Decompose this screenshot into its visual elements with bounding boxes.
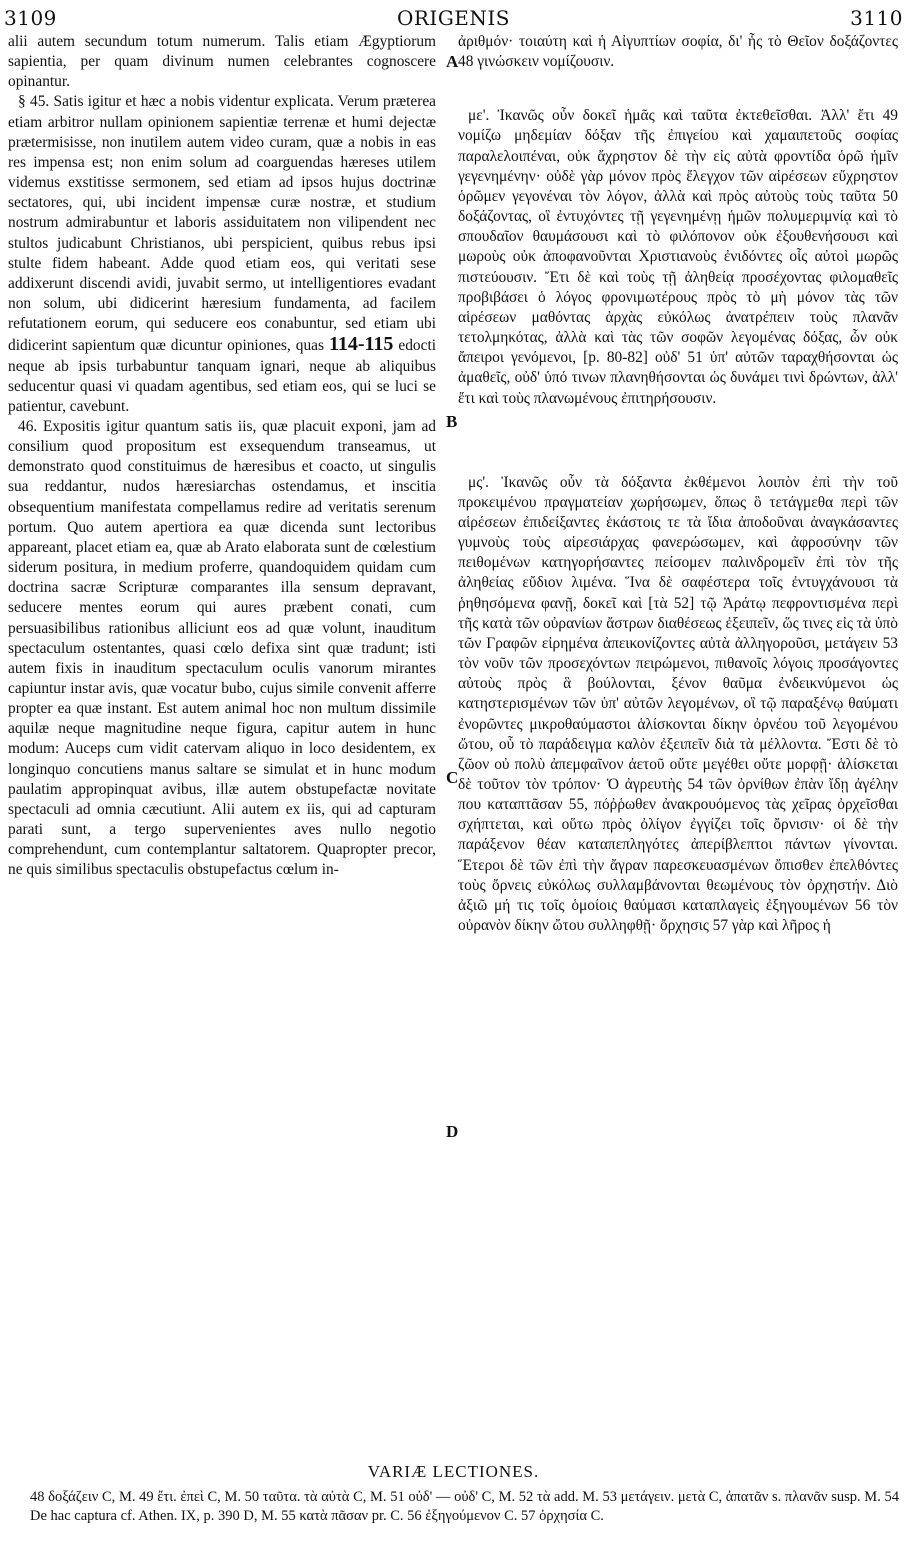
greek-paragraph: ἀριθμόν· τοιαύτη καὶ ἡ Αἰγυπτίων σοφία, δι' ἧς τὸ Θεῖον δοξάζοντες 48 γινώσκειν νομίζουσιν. (458, 33, 898, 71)
margin-letter-c: C (446, 768, 459, 787)
margin-letter-d: D (446, 1122, 459, 1141)
page-number-left: 3109 (4, 6, 57, 30)
latin-column (8, 32, 436, 881)
greek-paragraph: με'. Ἱκανῶς οὖν δοκεῖ ἡμᾶς καὶ ταῦτα ἐκτεθεῖσθαι. Ἀλλ' ἔτι 49 νομίζω μηδεμίαν δόξαν τῆς ἐπιγείου καὶ χαμαιπετοῦς σοφίας παραλελοιπέναι, οὐκ ἄχρηστον δὲ τὴν εἰς αὐτὰ φροντίδα ὁρῶ ἡμῖν γεγενημένην· οὐδὲ γὰρ μόνον πρὸς ἔλεγχον τῶν αἱρέσεων εὔχρηστον ὁρῶμεν γεγονέναι τὸν λόγον, ἀλλὰ καὶ πρὸς αὐτοὺς τοὺς ταῦτα 50 δοξάζοντας, οἳ ἐντυχόντες τῇ γεγενημένῃ ἡμῶν πολυμεριμνίᾳ καὶ τὸ σπουδαῖον θαυμάσουσι καὶ τὸ φιλόπονον οὐκ ἐξουθενήσουσι καὶ μωροὺς οὐκ ἀποφανοῦνται Χριστιανοὺς ἐνιδόντες οἷς αὐτοὶ μωρῶς πιστεύουσιν. Ἔτι δὲ καὶ τοὺς τῇ ἀληθείᾳ προσέχοντας φιλομαθεῖς προβιβάσει ὁ λόγος φρονιμωτέρους πρὸς τὸ μὴ μόνον τὰς τῶν αἱρέσεων μαθόντας ἀρχὰς εὐκόλως ἀνατρέπειν τοὺς πλανᾶν τετολμηκότας, ἀλλὰ καὶ τὰς τῶν σοφῶν λεγομένας δόξας, ὧν οὐκ ἄπειροι γενόμενοι, [p. 80-82] οὐδ' 51 ὑπ' αὐτῶν ταραχθήσονται ὡς ἀμαθεῖς, οὐδ' ὑπό τινων πλανηθήσονται ὡς δυνάμει τινὶ δρώντων, ἀλλ' ἔτι καὶ τοὺς πλανωμένους ἐπιτηρήσουσιν. (458, 107, 898, 407)
greek-paragraph: μς'. Ἱκανῶς οὖν τὰ δόξαντα ἐκθέμενοι λοιπὸν ἐπὶ τὴν τοῦ προκειμένου πραγματείαν χωρήσωμεν, ὅπως ὃ τετάγμεθα περὶ τῶν αἱρέσεων ἐπιδείξαντες ἑκάστοις τε τὰ ἴδια ἀποδοῦναι ἀναγκάσαντες γυμνοὺς τοὺς αἱρεσιάρχας φανερώσωμεν, καὶ ἀφροσύνην τῶν πειθομένων κατηγορήσαντες πείσομεν παλινδρομεῖν ἐπὶ τὸν τῆς ἀληθείας εὔδιον λιμένα. Ἵνα δὲ σαφέστερα τοῖς ἐντυγχάνουσι τὰ ῥηθησόμενα φανῇ, δοκεῖ καὶ [τὰ 52] τῷ Ἀράτῳ πεφροντισμένα περὶ τῆς κατὰ τῶν οὐρανίων ἄστρων διαθέσεως ἐξειπεῖν, ὥς τινες εἰς τὰ ὑπὸ τῶν Γραφῶν εἰρημένα ἀπεικονίζοντες αὐτὰ ἀλληγοροῦσι, μετάγειν 53 τὸν νοῦν τῶν προσεχόντων πειρώμενοι, πιθανοῖς λόγοις προσάγοντες αὐτοὺς πρὸς ἃ βούλονται, ξένον θαῦμα ἐνδεικνύμενοι ὡς κατηστερισμένων τῶν ὑπ' αὐτῶν λεγομένων, οἳ τῷ παραξένῳ θαύματι ἐνορῶντες μικροθαύμαστοι ἁλίσκονται δίκην ὀρνέου τοῦ λεγομένου ὤτου, οὗ τὸ παράδειγμα καλὸν ἐξειπεῖν διὰ τὰ μέλλοντα. Ἔστι δὲ τὸ ζῶον οὐ πολὺ ἀπεμφαῖνον ἀετοῦ οὔτε μεγέθει οὔτε μορφῇ· ἁλίσκεται δὲ τοῦτον τὸν τρόπον· Ὁ ἀγρευτὴς 54 τῶν ὀρνίθων ἐπὰν ἴδῃ ἀγέλην που καταπτᾶσαν 55, πόῤῥωθεν ἀνακρουόμενος τὰς χεῖρας ὀρχεῖσθαι σχήπτεται, καὶ οὕτω πρὸς ὀλίγον ἐγγίζει τοῖς ὄρνισιν· οἱ δὲ τὴν παράξενον θέαν καταπεπληγότες ἀπερίβλεπτοι πάντων γίνονται. Ἕτεροι δὲ τῶν ἐπὶ τὴν ἄγραν παρεσκευασμένων ὄπισθεν ἐπελθόντες τοὺς ὄρνεις εὐκόλως συλλαμβάνονται θεωμένους τὸν ὀρχηστήν. Διὸ ἀξιῶ μή τις τοῖς ὁμοίοις θαύμασι καταπλαγεὶς ἐξηγουμένων 56 τὸν οὐρανὸν δίκην ὤτου συλληφθῇ· ὄρχησις 57 γὰρ καὶ λῆρος ἡ (458, 473, 898, 935)
latin-text: § 45. Satis igitur et hæc a nobis videntur explicata. Verum præterea etiam arbitror nullam opinionem sapientiæ terrenæ et humi dejectæ prætermisisse, non inutilem autem video curam, quæ a nobis in eas res impensa est; non enim solum ad coarguendas hæreses utilem videmus exstitisse sermonem, sed etiam ad ipsos hujus doctrinæ sectatores, qui, ubi incident impensæ curæ nostræ, et studium nostrum admirabuntur et laboris assiduitatem non vilipendent nec stultos judicabunt Christianos, ubi perspicient, quibus rebus ipsi stulte fidem habeant. Adde quod etiam eos, qui veritati sese addixerunt discendi avidi, juvabit sermo, ut intelligentiores evadant non solum, ubi didicerint hæresium fundamenta, ad facilem refutationem eorum, qui seducere eos conabuntur, sed etiam ubi didicerint sapientum quæ dicuntur opiniones, quas (8, 93, 436, 355)
variae-lectiones-heading: VARIÆ LECTIONES. (367, 1462, 540, 1481)
greek-column (458, 32, 898, 936)
latin-paragraph (8, 92, 436, 417)
latin-paragraph: alii autem secundum totum numerum. Talis etiam Ægyptiorum sapientia, per quam divinum numen celebrantes cognoscere opinantur. (8, 33, 436, 91)
variae-lectiones-notes (30, 1488, 899, 1526)
latin-paragraph: 46. Expositis igitur quantum satis iis, quæ placuit exponi, jam ad consilium quod propositum est exsequendum transeamus, ut demonstrato quod constituimus de hæresibus et coacto, ut singulis sua reddantur, nudos hæresiarchas ostendamus, et inscitia obsequentium manifestata compellamus redire ad veritatis serenum portum. Quo autem apertiora ea quæ dicenda sunt lectoribus appareant, placet etiam ea, quæ ab Arato elaborata sunt de cœlestium siderum positura, in medium proferre, quandoquidem quidam cum doctrina sacræ Scripturæ comparantes illa sensum depravant, seducere mentes eorum qui aures præbent conati, cum persuasibilibus rationibus alliciunt eos ad quæ volunt, inauditum spectaculum ostentantes, quasi cœlo defixa sint quæ tradunt; isti autem fixis in inauditum spectaculum oculis vanorum mirantes capiuntur instar avis, quæ vocatur bubo, cujus simile convenit afferre propter ea quæ instant. Est autem animal hoc non multum dissimile aquilæ neque magnitudine neque figura, capitur autem in hunc modum: Auceps cum vidit catervam aliquo in loco desidentem, ex longinquo concutiens manus saltare se simulat et in hunc modum paulatim appropinquat avibus, illæ autem obstupefactæ novitate spectaculi ad omnia cæcutiunt. Alii autem ex iis, qui ad capturam parati sunt, a tergo supervenientes aves nullo negotio comprehendunt, cum contemplantur saltatorem. Quapropter precor, ne quis similibus spectaculis obstupefactus cœlum in- (8, 417, 436, 879)
page-title: ORIGENIS (396, 6, 511, 30)
footnote-text: 48 δοξάζειν C, M. 49 ἔτι. ἐπεὶ C, M. 50 ταῦτα. τὰ αὐτὰ C, M. 51 οὐδ' — οὐδ' C, M. 52 τὰ add. M. 53 μετάγειν. μετὰ C, ἀπατᾶν s. πλανᾶν susp. M. 54 De hac captura cf. Athen. IX, p. 390 D, M. 55 κατὰ πᾶσαν pr. C. 56 ἐξηγούμενον C. 57 ὀρχησία C. (30, 1489, 899, 1524)
page-header (4, 6, 903, 30)
margin-letter-b: B (446, 412, 458, 431)
page-number-right: 3110 (850, 6, 903, 30)
latin-text: edocti neque ab ipsis turbabuntur tanquam ignari, neque ab aliquibus seducentur quasi vi quadam agentibus, sed etiam eos, qui se luci se patientur, cavebunt. (8, 337, 436, 415)
page-marker: 114-115 (328, 333, 394, 356)
margin-letter-a: A (446, 52, 459, 71)
